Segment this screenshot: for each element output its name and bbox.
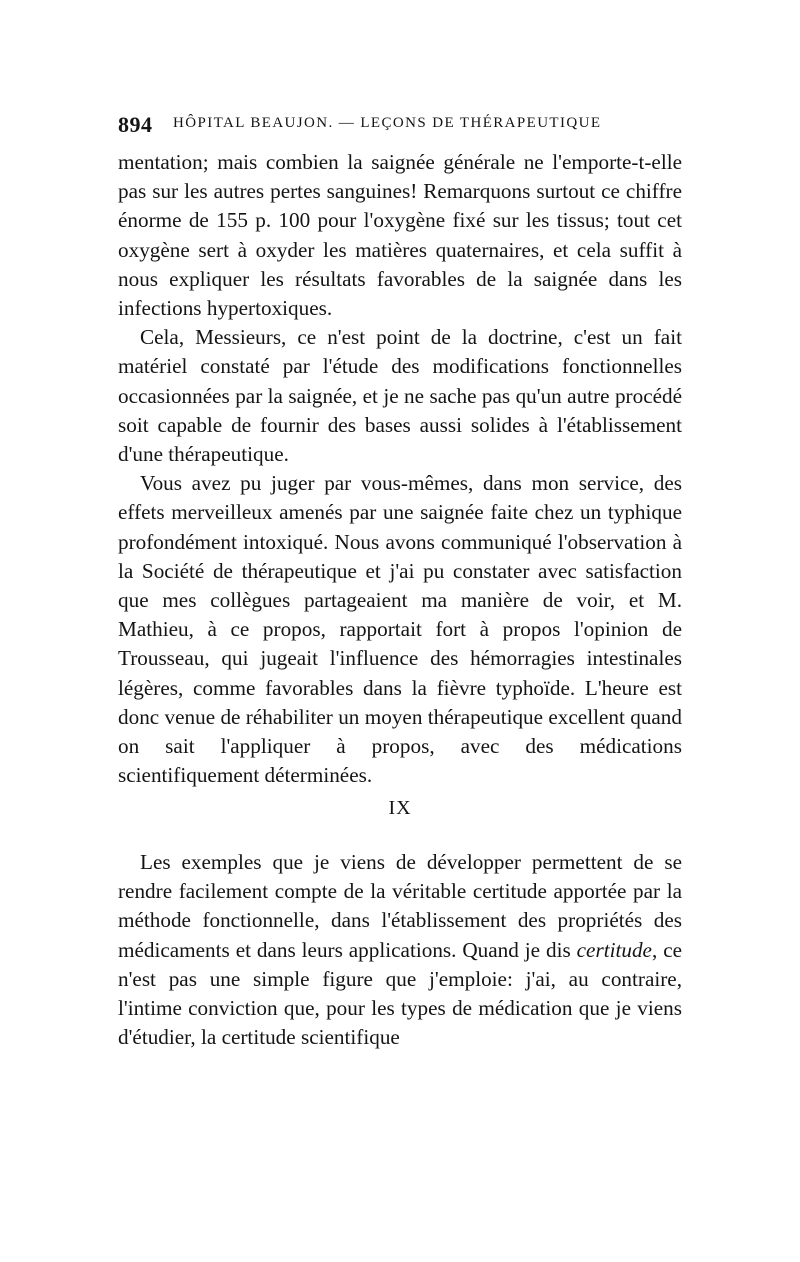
paragraph-typhoid-case: Vous avez pu juger par vous-mêmes, dans mon service, des effets merveilleux amenés par une saignée faite chez un typhique profondément intoxiqué. Nous avons communiqué l'observation à la Société de thérapeutique et j'ai pu constater avec satisfaction que mes collègues partageaient ma manière de voir, et M. Mathieu, à ce propos, rapportait fort à propos l'opinion de Trousseau, qui jugeait l'influence des hémorragies intestinales légères, comme favorables dans la fièvre typhoïde. L'heure est donc venue de réhabiliter un moyen thérapeutique excellent quand on sait l'appliquer à propos, avec des médications scientifiquement déterminées. xyxy=(118,471,682,788)
paragraph-continuation: mentation; mais combien la saignée générale ne l'emporte-t-elle pas sur les autres pertes sanguines! Remarquons surtout ce chiffre énorme de 155 p. 100 pour l'oxygène fixé sur les tissus; tout cet oxygène sert à oxyder les matières quaternaires, et cela suffit à nous expliquer les résultats favorables de la saignée dans les infections hypertoxiques. xyxy=(118,150,682,321)
body-text-lower xyxy=(118,848,682,1052)
italic-term: certitude xyxy=(576,937,652,962)
running-title: HÔPITAL BEAUJON. — LEÇONS DE THÉRAPEUTIQUE xyxy=(173,115,602,131)
paragraph-certitude xyxy=(118,848,682,1052)
paragraph-text-start: Les exemples que je viens de développer permettent de se rendre facilement compte de la véritable certitude apportée par la méthode fonctionnelle, dans l'établissement des propriétés des médicaments et dans leurs applications. Quand je dis xyxy=(118,850,682,962)
section-heading: IX xyxy=(388,797,412,819)
paragraph-text-end: , ce n'est pas une simple figure que j'emploie: j'ai, au contraire, l'intime conviction que, pour les types de médication que je viens d'étudier, la certitude scientifique xyxy=(118,937,682,1050)
body-text-upper xyxy=(118,148,682,790)
running-head xyxy=(118,112,683,142)
paragraph-doctrine: Cela, Messieurs, ce n'est point de la doctrine, c'est un fait matériel constaté par l'étude des modifications fonctionnelles occasionnées par la saignée, et je ne sache pas qu'un autre procédé soit capable de fournir des bases aussi solides à l'établissement d'une thérapeutique. xyxy=(118,325,682,467)
page-number: 894 xyxy=(118,112,153,137)
